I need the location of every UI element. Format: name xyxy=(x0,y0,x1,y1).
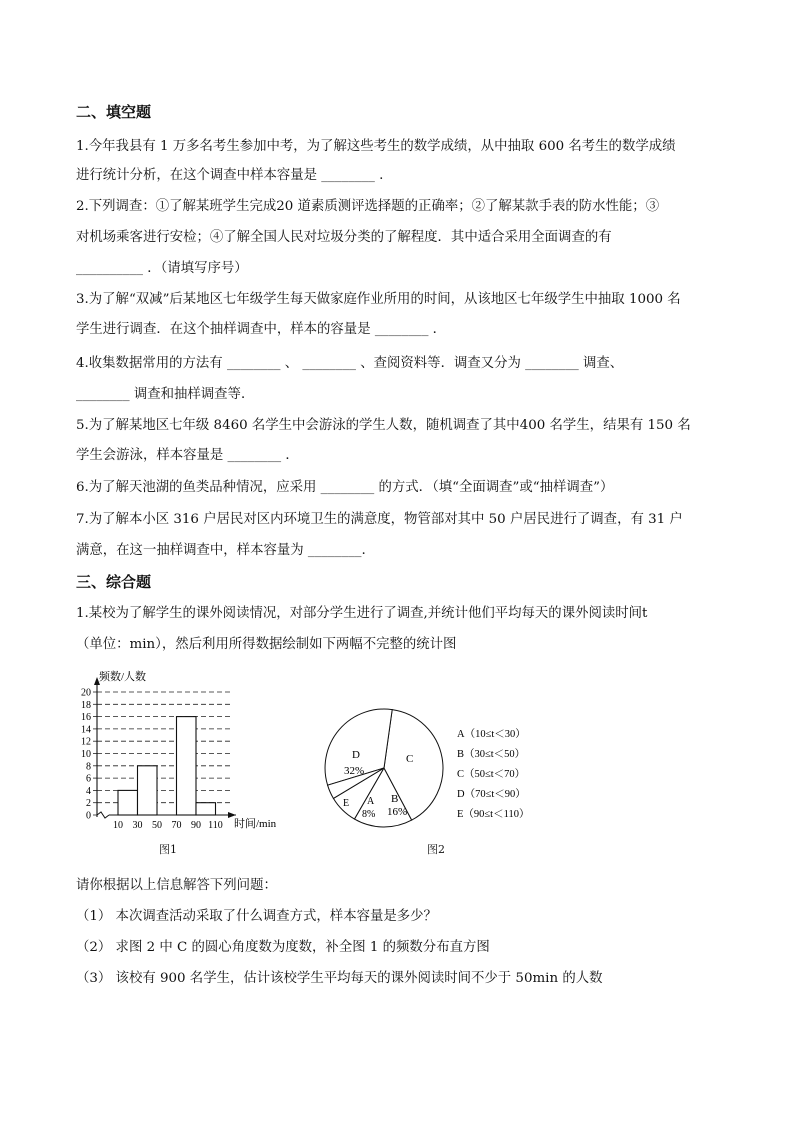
q2-3-line-2: 学生进行调查．在这个抽样调查中，样本的容量是 ________ ． xyxy=(76,322,447,337)
q2-4-line-2: ________ 调查和抽样调查等． xyxy=(76,387,255,402)
histogram-x-label: 时间/min xyxy=(234,818,277,830)
pie-label-e: E xyxy=(343,798,350,809)
pie-legend xyxy=(457,728,529,820)
pie-percent-d: 32% xyxy=(344,765,365,777)
q2-7-line-1: 7.为了解本小区 316 户居民对区内环境卫生的满意度，物管部对其中 50 户居民进行了调查，有 31 户 xyxy=(76,512,683,527)
q3-intro-line-1: 1.某校为了解学生的课外阅读情况，对部分学生进行了调查,并统计他们平均每天的课外阅读时间t xyxy=(76,606,648,621)
legend-item-b: B（30≤t＜50） xyxy=(457,749,526,760)
q2-5-line-2: 学生会游泳，样本容量是 ________ ． xyxy=(76,448,299,463)
y-tick-label: 2 xyxy=(86,798,91,810)
section-3-title: 三、综合题 xyxy=(76,573,152,591)
y-tick-label: 4 xyxy=(86,785,91,797)
pie-label-a: A xyxy=(367,796,375,807)
pie-label-c: C xyxy=(406,753,414,765)
x-tick-label: 50 xyxy=(152,820,162,831)
y-tick-label: 12 xyxy=(81,736,91,748)
q3-intro-line-2: （单位：min），然后利用所得数据绘制如下两幅不完整的统计图 xyxy=(76,637,457,652)
question-1: （1） 本次调查活动采取了什么调查方式，样本容量是多少？ xyxy=(76,909,437,924)
x-tick-label: 90 xyxy=(191,820,201,831)
legend-item-d: D（70≤t＜90） xyxy=(457,789,526,800)
q2-2-line-3: __________ ．（请填写序号） xyxy=(76,261,248,276)
q2-1-line-1: 1.今年我县有 1 万多名考生参加中考，为了解这些考生的数学成绩，从中抽取 600 名考生的数学成绩 xyxy=(76,139,676,154)
q2-5-line-1: 5.为了解某地区七年级 8460 名学生中会游泳的学生人数，随机调查了其中400 名学生，结果有 150 名 xyxy=(76,418,691,433)
y-tick-label: 8 xyxy=(86,761,91,773)
pie-percent-a: 8% xyxy=(362,809,376,820)
pie-slices xyxy=(325,709,443,827)
legend-item-e: E（90≤t＜110） xyxy=(457,809,530,820)
y-tick-label: 20 xyxy=(81,687,91,699)
section-2-title: 二、填空题 xyxy=(76,103,152,121)
y-tick-label: 18 xyxy=(81,699,91,711)
histogram-bar xyxy=(177,717,197,815)
figure-1-caption: 图1 xyxy=(159,843,177,856)
y-tick-label: 6 xyxy=(86,773,91,785)
histogram-bar xyxy=(118,790,138,815)
pie-percent-b: 16% xyxy=(387,806,408,818)
q2-2-line-1: 2.下列调查：①了解某班学生完成20 道素质测评选择题的正确率；②了解某款手表的防水性能；③ xyxy=(76,199,660,214)
y-tick-label: 14 xyxy=(81,724,91,736)
y-tick-label: 16 xyxy=(81,712,91,724)
questions-lead: 请你根据以上信息解答下列问题： xyxy=(76,878,277,893)
q2-7-line-2: 满意，在这一抽样调查中，样本容量为 ________. xyxy=(76,543,366,558)
x-tick-label: 30 xyxy=(132,820,143,831)
q2-1-line-2: 进行统计分析，在这个调查中样本容量是 ________ . xyxy=(76,168,384,183)
question-2: （2） 求图 2 中 C 的圆心角度数为度数，补全图 1 的频数分布直方图 xyxy=(76,940,490,955)
q2-2-line-2: 对机场乘客进行安检；④了解全国人民对垃圾分类的了解程度．其中适合采用全面调查的有 xyxy=(76,230,612,245)
y-tick-label: 10 xyxy=(81,749,91,760)
figure-2-caption: 图2 xyxy=(427,843,445,856)
q2-3-line-1: 3.为了解“双减”后某地区七年级学生每天做家庭作业所用的时间，从该地区七年级学生中抽取 1000 名 xyxy=(76,292,681,307)
legend-item-a: A（10≤t＜30） xyxy=(457,729,526,740)
pie-label-b: B xyxy=(391,793,399,805)
histogram-bar xyxy=(196,803,216,815)
question-3: （3） 该校有 900 名学生，估计该校学生平均每天的课外阅读时间不少于 50min 的人数 xyxy=(76,971,603,986)
x-tick-label: 70 xyxy=(171,820,182,831)
pie-label-d: D xyxy=(352,749,360,761)
pie-figure xyxy=(318,700,558,830)
q2-6-line: 6.为了解天池湖的鱼类品种情况，应采用 ________ 的方式．（填“全面调查”或“抽样调查”） xyxy=(76,480,614,495)
legend-item-c: C（50≤t＜70） xyxy=(457,769,526,780)
axis-break xyxy=(97,812,109,818)
x-tick-label: 110 xyxy=(208,820,223,831)
histogram-grid xyxy=(97,692,230,803)
histogram-bar xyxy=(138,766,158,815)
histogram-figure xyxy=(60,660,290,860)
q2-4-line-1: 4.收集数据常用的方法有 ________ 、 ________ 、查阅资料等．调查又分为 ________ 调查、 xyxy=(76,356,624,371)
histogram-y-label: 频数/人数 xyxy=(99,671,147,683)
y-tick-label: 0 xyxy=(86,810,91,822)
x-tick-label: 10 xyxy=(113,820,123,831)
